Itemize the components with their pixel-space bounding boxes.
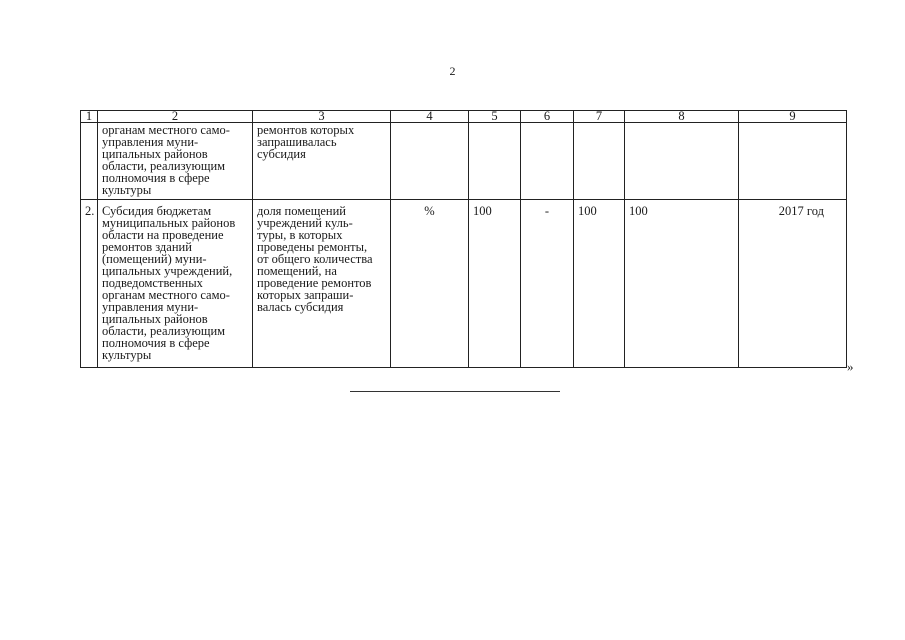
- row-number-cell: 2.: [81, 200, 98, 368]
- value-cell: 100: [625, 200, 739, 368]
- value-cell: [625, 123, 739, 200]
- indicators-table: [80, 110, 847, 368]
- column-header: 3: [253, 111, 391, 123]
- value-cell: [521, 123, 574, 200]
- column-header: 1: [81, 111, 98, 123]
- table-row: [81, 200, 847, 368]
- value-cell: 100: [469, 200, 521, 368]
- unit-cell: [391, 123, 469, 200]
- indicator-cell: доля помещений учреждений куль- туры, в которых проведены ремонты, от общего количества помещений, на проведение ремонтов которых запраши- валась субсидия: [253, 200, 391, 368]
- unit-cell: %: [391, 200, 469, 368]
- table-row: [81, 123, 847, 200]
- row-number-cell: [81, 123, 98, 200]
- column-header: 7: [574, 111, 625, 123]
- measure-name-cell: Субсидия бюджетам муниципальных районов области на проведение ремонтов зданий (помещений) муни- ципальных учреждений, подведомственных органам местного само- управления муни- ципальных районов области, реализующим полномочия в сфере культуры: [98, 200, 253, 368]
- table-header-row: [81, 111, 847, 123]
- column-header: 8: [625, 111, 739, 123]
- column-header: 2: [98, 111, 253, 123]
- column-header: 5: [469, 111, 521, 123]
- value-cell: [574, 123, 625, 200]
- measure-name-cell: органам местного само- управления муни- ципальных районов области, реализующим полномочия в сфере культуры: [98, 123, 253, 200]
- end-divider-line: [350, 391, 560, 392]
- value-cell: [469, 123, 521, 200]
- column-header: 4: [391, 111, 469, 123]
- indicator-cell: ремонтов которых запрашивалась субсидия: [253, 123, 391, 200]
- column-header: 9: [739, 111, 847, 123]
- year-cell: 2017 год: [739, 200, 847, 368]
- closing-quote-mark: »: [847, 359, 854, 374]
- year-cell: [739, 123, 847, 200]
- column-header: 6: [521, 111, 574, 123]
- value-cell: 100: [574, 200, 625, 368]
- page-number: 2: [449, 64, 456, 78]
- value-cell: -: [521, 200, 574, 368]
